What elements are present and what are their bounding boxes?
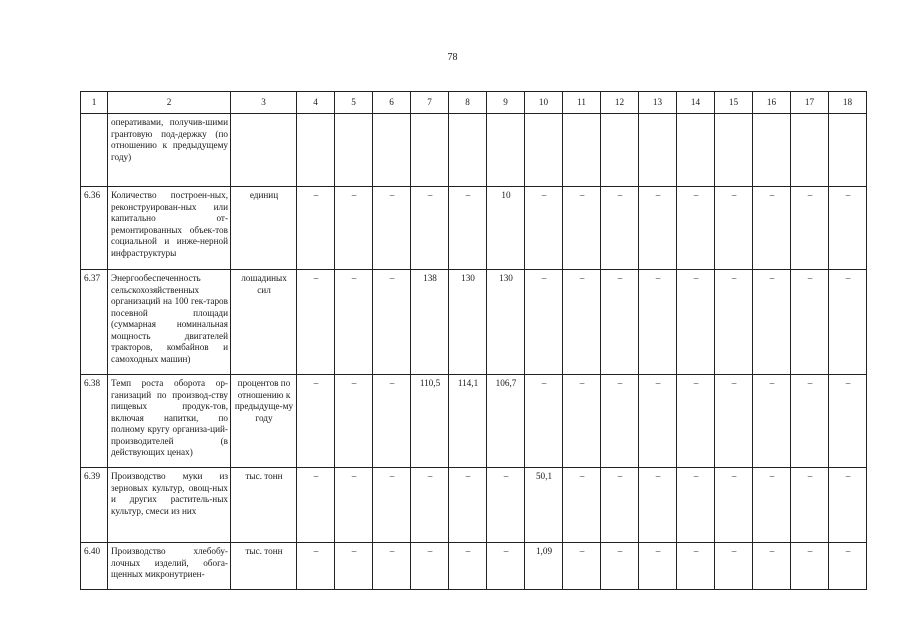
value-cell: – [677, 543, 715, 590]
row-number: 6.38 [81, 375, 108, 468]
value-cell: – [297, 270, 335, 375]
value-cell: – [639, 543, 677, 590]
value-cell: – [715, 187, 753, 270]
value-cell: – [829, 270, 867, 375]
value-cell: – [297, 468, 335, 543]
unit-of-measure: единиц [231, 187, 297, 270]
value-cell: 114,1 [449, 375, 487, 468]
value-cell: – [449, 468, 487, 543]
value-cell: – [677, 375, 715, 468]
column-header: 16 [753, 92, 791, 114]
value-cell: – [677, 270, 715, 375]
column-header: 17 [791, 92, 829, 114]
value-cell: – [829, 375, 867, 468]
value-cell: – [791, 468, 829, 543]
column-header: 15 [715, 92, 753, 114]
value-cell: – [677, 468, 715, 543]
indicator-name: Количество построен-ных, реконструирован-ных или капитально от-ремонтированных объек-тов социальной и инже-нерной инфраструктуры [108, 187, 231, 270]
value-cell: – [791, 375, 829, 468]
value-cell: – [829, 468, 867, 543]
value-cell: – [525, 375, 563, 468]
row-number: 6.40 [81, 543, 108, 590]
unit-of-measure: лошадиных сил [231, 270, 297, 375]
value-cell: – [373, 270, 411, 375]
indicators-table [80, 91, 867, 590]
value-cell: – [753, 543, 791, 590]
value-cell: – [753, 187, 791, 270]
value-cell: – [639, 270, 677, 375]
value-cell: – [715, 468, 753, 543]
unit-of-measure: тыс. тонн [231, 543, 297, 590]
value-cell: – [791, 187, 829, 270]
indicator-name: оперативами, получив-шими грантовую под-держку (по отношению к предыдущему году) [108, 114, 231, 187]
value-cell: – [753, 375, 791, 468]
indicator-name: Производство хлебобу-лочных изделий, обога-щенных микронутриен- [108, 543, 231, 590]
value-cell: – [715, 270, 753, 375]
value-cell: – [601, 543, 639, 590]
value-cell: – [449, 543, 487, 590]
value-cell [639, 114, 677, 187]
column-header: 18 [829, 92, 867, 114]
value-cell [601, 114, 639, 187]
value-cell [753, 114, 791, 187]
value-cell: – [297, 543, 335, 590]
column-header: 3 [231, 92, 297, 114]
value-cell: – [297, 375, 335, 468]
value-cell: – [677, 187, 715, 270]
value-cell: – [487, 468, 525, 543]
value-cell: – [639, 468, 677, 543]
value-cell [525, 114, 563, 187]
value-cell: – [297, 187, 335, 270]
value-cell [563, 114, 601, 187]
value-cell: – [791, 270, 829, 375]
value-cell: – [753, 468, 791, 543]
value-cell: – [335, 270, 373, 375]
column-header: 11 [563, 92, 601, 114]
column-header: 7 [411, 92, 449, 114]
value-cell: 130 [449, 270, 487, 375]
value-cell: – [563, 468, 601, 543]
value-cell [791, 114, 829, 187]
value-cell: 1,09 [525, 543, 563, 590]
value-cell: – [563, 543, 601, 590]
table-row [81, 187, 867, 270]
row-number: 6.39 [81, 468, 108, 543]
value-cell [411, 114, 449, 187]
value-cell: – [791, 543, 829, 590]
value-cell: 110,5 [411, 375, 449, 468]
value-cell: 138 [411, 270, 449, 375]
value-cell: – [563, 187, 601, 270]
value-cell: – [715, 543, 753, 590]
value-cell: 106,7 [487, 375, 525, 468]
column-header: 4 [297, 92, 335, 114]
value-cell: – [373, 468, 411, 543]
value-cell: – [753, 270, 791, 375]
unit-of-measure [231, 114, 297, 187]
value-cell: – [373, 543, 411, 590]
value-cell: – [335, 543, 373, 590]
indicator-name: Энергообеспеченность сельскохозяйственных организаций на 100 гек-таров посевной площади (суммарная номинальная мощность двигателей тракторов, комбайнов и самоходных машин) [108, 270, 231, 375]
column-header: 2 [108, 92, 231, 114]
value-cell [677, 114, 715, 187]
value-cell: – [525, 270, 563, 375]
value-cell: – [411, 543, 449, 590]
value-cell: – [335, 375, 373, 468]
value-cell: – [829, 187, 867, 270]
value-cell: – [411, 187, 449, 270]
row-number: 6.36 [81, 187, 108, 270]
value-cell [715, 114, 753, 187]
column-header: 9 [487, 92, 525, 114]
unit-of-measure: тыс. тонн [231, 468, 297, 543]
value-cell [335, 114, 373, 187]
value-cell: – [373, 375, 411, 468]
indicator-name: Темп роста оборота ор-ганизаций по производ-ству пищевых продук-тов, включая напитки, по полному кругу организа-ций-производителей (в действующих ценах) [108, 375, 231, 468]
value-cell: – [563, 375, 601, 468]
value-cell: – [563, 270, 601, 375]
value-cell [373, 114, 411, 187]
value-cell [297, 114, 335, 187]
value-cell: – [487, 543, 525, 590]
column-header: 14 [677, 92, 715, 114]
column-header: 8 [449, 92, 487, 114]
value-cell [487, 114, 525, 187]
value-cell: – [525, 187, 563, 270]
table-row [81, 114, 867, 187]
value-cell: – [411, 468, 449, 543]
column-header: 12 [601, 92, 639, 114]
value-cell: 130 [487, 270, 525, 375]
indicator-name: Производство муки из зерновых культур, овощ-ных и других раститель-ных культур, смеси из них [108, 468, 231, 543]
value-cell: – [449, 187, 487, 270]
row-number [81, 114, 108, 187]
table-row [81, 468, 867, 543]
value-cell: – [601, 468, 639, 543]
column-header: 6 [373, 92, 411, 114]
column-header: 5 [335, 92, 373, 114]
table-row [81, 543, 867, 590]
value-cell: – [335, 468, 373, 543]
table-row [81, 270, 867, 375]
value-cell [829, 114, 867, 187]
value-cell: 50,1 [525, 468, 563, 543]
table-row [81, 375, 867, 468]
column-header: 10 [525, 92, 563, 114]
column-header: 13 [639, 92, 677, 114]
unit-of-measure: процентов по отношению к предыдуще-му году [231, 375, 297, 468]
value-cell [449, 114, 487, 187]
page-number: 78 [447, 52, 458, 63]
value-cell: – [601, 375, 639, 468]
value-cell: – [715, 375, 753, 468]
value-cell: 10 [487, 187, 525, 270]
value-cell: – [601, 187, 639, 270]
table-header-row [81, 92, 867, 114]
value-cell: – [373, 187, 411, 270]
value-cell: – [601, 270, 639, 375]
value-cell: – [335, 187, 373, 270]
column-header: 1 [81, 92, 108, 114]
value-cell: – [829, 543, 867, 590]
value-cell: – [639, 187, 677, 270]
value-cell: – [639, 375, 677, 468]
row-number: 6.37 [81, 270, 108, 375]
